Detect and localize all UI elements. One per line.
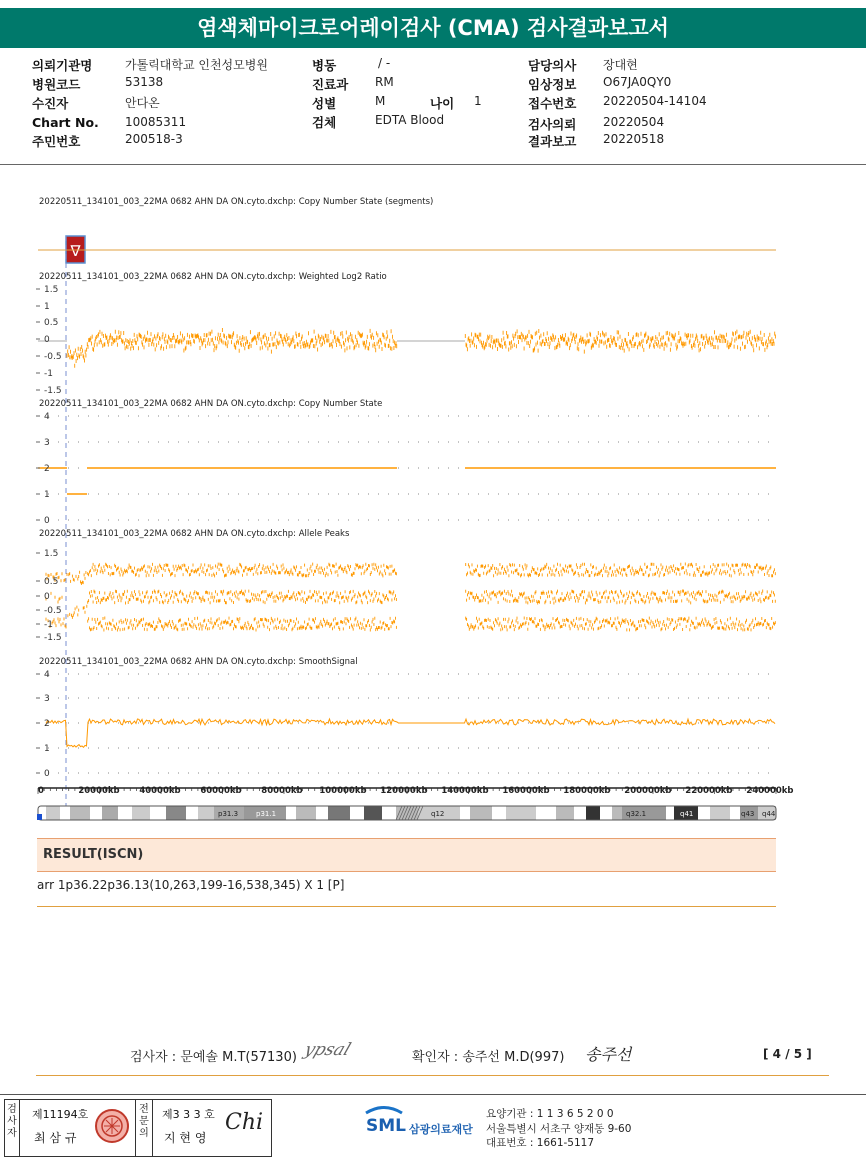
y-tick-label: -0.5 — [44, 352, 62, 362]
info-value: O67JA0QY0 — [603, 75, 672, 89]
band-label: q41 — [680, 810, 694, 818]
info-value: M — [375, 94, 386, 108]
report-title: 염색체마이크로어레이검사 (CMA) 검사결과보고서 — [0, 8, 866, 48]
ideogram-band — [198, 806, 214, 820]
ideogram-band — [328, 806, 350, 820]
info-key: 병동 — [312, 58, 337, 73]
ideogram-band — [666, 806, 674, 820]
ideogram-band — [536, 806, 556, 820]
x-tick-label: 60000kb — [200, 786, 242, 796]
y-tick-label: 1 — [44, 490, 50, 500]
x-tick-label: 160000kb — [502, 786, 550, 796]
ideogram-band — [506, 806, 536, 820]
ideogram-marker — [37, 814, 42, 820]
y-tick-label: 0.5 — [44, 318, 59, 328]
info-key: 결과보고 — [528, 134, 577, 149]
info-key: 진료과 — [312, 77, 349, 92]
info-key: 성별 — [312, 96, 337, 111]
stamp-right-label: 의 — [139, 1128, 149, 1139]
allele-plot — [46, 563, 775, 632]
band-label: q32.1 — [626, 810, 647, 818]
x-tick-label: 0 — [38, 786, 44, 796]
page-number: [ 4 / 5 ] — [763, 1047, 812, 1061]
band-label: p31.1 — [256, 810, 277, 818]
x-tick-label: 240000kb — [746, 786, 794, 796]
y-tick-label: 4 — [44, 670, 50, 680]
confirmer-signature: 송주선 — [585, 1045, 632, 1064]
info-value: 20220518 — [603, 132, 665, 146]
ideogram-band — [460, 806, 470, 820]
org-code: 요양기관 : 1 1 3 6 5 2 0 0 — [486, 1108, 614, 1120]
stamp-left-name: 최 삼 규 — [34, 1131, 77, 1145]
ideogram-band — [710, 806, 730, 820]
stamp-divider — [19, 1099, 20, 1157]
x-tick-label: 120000kb — [380, 786, 428, 796]
stamp-left-label: 사 — [7, 1116, 17, 1127]
y-tick-label: 4 — [44, 412, 50, 422]
info-value: 20220504 — [603, 115, 665, 129]
info-key: 임상정보 — [528, 77, 577, 92]
x-tick-label: 80000kb — [261, 786, 303, 796]
y-tick-label: 0 — [44, 592, 50, 602]
confirmer-line: 확인자 : 송주선 M.D(997) — [412, 1050, 565, 1065]
segments-plot-label: 20220511_134101_003_22MA 0682 AHN DA ON.cyto.dxchp: Copy Number State (segments) — [39, 197, 434, 207]
y-tick-label: 1 — [44, 744, 50, 754]
ideogram-band — [132, 806, 150, 820]
info-value: EDTA Blood — [375, 113, 445, 127]
ideogram-band — [586, 806, 600, 820]
ideogram-band — [316, 806, 328, 820]
log2-plot-label: 20220511_134101_003_22MA 0682 AHN DA ON.cyto.dxchp: Weighted Log2 Ratio — [39, 272, 387, 282]
result-divider — [37, 906, 776, 907]
y-tick-label: 1.5 — [44, 549, 59, 559]
ideogram-band — [698, 806, 710, 820]
stamp-divider — [152, 1099, 153, 1157]
band-label: q12 — [431, 810, 445, 818]
stamp-left-label: 자 — [7, 1128, 17, 1139]
y-tick-label: 1 — [44, 302, 50, 312]
ideogram-band — [186, 806, 198, 820]
x-tick-label: 40000kb — [139, 786, 181, 796]
ideogram-band — [118, 806, 132, 820]
result-iscn: arr 1p36.22p36.13(10,263,199-16,538,345) X 1 [P] — [37, 878, 345, 892]
chromosome-ideogram — [37, 806, 776, 820]
y-tick-label: 0 — [44, 335, 50, 345]
y-tick-label: -0.5 — [44, 606, 62, 616]
stamp-right-number: 제3 3 3 호 — [162, 1108, 215, 1121]
org-address: 서울특별시 서초구 양재동 9-60 — [486, 1123, 632, 1135]
ideogram-band — [470, 806, 492, 820]
cn-plot — [38, 416, 776, 520]
x-tick-label: 220000kb — [685, 786, 733, 796]
info-value: / - — [378, 56, 391, 70]
info-key: 접수번호 — [528, 96, 577, 111]
axis-ticks — [36, 285, 62, 779]
info-key: 의뢰기관명 — [32, 58, 93, 73]
y-tick-label: 2 — [44, 464, 50, 474]
ideogram-band — [60, 806, 70, 820]
info-value: 가톨릭대학교 인천성모병원 — [125, 58, 268, 72]
ideogram-band — [296, 806, 316, 820]
band-label: p31.3 — [218, 810, 239, 818]
ideogram-band — [600, 806, 612, 820]
ideogram-band — [730, 806, 740, 820]
info-value: 장대현 — [603, 58, 638, 72]
ideogram-band — [166, 806, 186, 820]
y-tick-label: 2 — [44, 719, 50, 729]
ideogram-band — [46, 806, 60, 820]
log2-plot — [38, 328, 775, 368]
y-tick-label: 0 — [44, 516, 50, 526]
info-value: 1 — [474, 94, 482, 108]
x-tick-label: 180000kb — [563, 786, 611, 796]
info-key: 병원코드 — [32, 77, 81, 92]
x-tick-label: 200000kb — [624, 786, 672, 796]
info-value: RM — [375, 75, 394, 89]
stamp-left-number: 제11194호 — [32, 1108, 89, 1121]
ideogram-band — [90, 806, 102, 820]
ideogram-band — [102, 806, 118, 820]
smooth-signal — [46, 719, 775, 747]
allele-plot-label: 20220511_134101_003_22MA 0682 AHN DA ON.cyto.dxchp: Allele Peaks — [39, 529, 350, 539]
info-key: 담당의사 — [528, 58, 577, 73]
info-value: 20220504-14104 — [603, 94, 707, 108]
ideogram-band — [286, 806, 296, 820]
ideogram-band — [70, 806, 90, 820]
result-heading: RESULT(ISCN) — [43, 847, 144, 862]
stamp-right-name: 지 현 영 — [164, 1131, 207, 1145]
result-header — [37, 838, 776, 872]
y-tick-label: 1.5 — [44, 285, 59, 295]
ideogram-band — [150, 806, 166, 820]
y-tick-label: 0 — [44, 769, 50, 779]
ideogram-band — [350, 806, 364, 820]
info-key: 주민번호 — [32, 134, 81, 149]
smooth-plot — [46, 674, 776, 773]
ideogram-band — [612, 806, 622, 820]
cn-plot-label: 20220511_134101_003_22MA 0682 AHN DA ON.cyto.dxchp: Copy Number State — [39, 399, 383, 409]
info-value: 10085311 — [125, 115, 187, 129]
band-label: q44 — [762, 810, 776, 818]
y-tick-label: -1 — [44, 620, 53, 630]
allele-signal — [46, 563, 775, 632]
stamp-divider — [135, 1099, 136, 1157]
info-value: 안다온 — [125, 96, 160, 110]
stamp-right-label: 문 — [139, 1116, 149, 1127]
info-value: 200518-3 — [125, 132, 183, 146]
info-key: 검체 — [312, 115, 337, 130]
org-name: 삼광의료재단 — [409, 1123, 473, 1136]
info-value: 53138 — [125, 75, 164, 89]
ideogram-band — [556, 806, 574, 820]
smooth-plot-label: 20220511_134101_003_22MA 0682 AHN DA ON.cyto.dxchp: SmoothSignal — [39, 657, 358, 667]
x-tick-label: 100000kb — [319, 786, 367, 796]
org-phone: 대표번호 : 1661-5117 — [486, 1137, 595, 1149]
y-tick-label: 0.5 — [44, 577, 59, 587]
tester-signature: ypsal — [301, 1040, 354, 1060]
y-tick-label: -1.5 — [44, 386, 62, 396]
stamp-right-label: 전 — [139, 1104, 149, 1115]
x-axis — [38, 786, 794, 796]
info-key: 나이 — [430, 96, 455, 111]
info-key: 검사의뢰 — [528, 117, 577, 132]
x-tick-label: 20000kb — [78, 786, 120, 796]
y-tick-label: -1 — [44, 369, 53, 379]
segment-marker: ∇ — [70, 242, 81, 260]
y-tick-label: 3 — [44, 438, 50, 448]
tester-line: 검사자 : 문예솔 M.T(57130) — [130, 1050, 297, 1065]
log2-signal — [67, 328, 775, 368]
sml-logo-text: SML — [366, 1116, 406, 1136]
ideogram-band — [574, 806, 586, 820]
y-tick-label: -1.5 — [44, 633, 62, 643]
y-tick-label: 3 — [44, 694, 50, 704]
seal-icon — [94, 1108, 130, 1144]
stamp-left-label: 검 — [7, 1104, 17, 1115]
info-key: 수진자 — [32, 96, 69, 111]
signature-divider — [36, 1075, 829, 1076]
ideogram-band — [364, 806, 382, 820]
ideogram-band — [492, 806, 506, 820]
ideogram-band — [382, 806, 396, 820]
x-tick-label: 140000kb — [441, 786, 489, 796]
info-key: Chart No. — [32, 115, 99, 130]
band-label: q43 — [741, 810, 755, 818]
stamp-right-signature: Chi — [225, 1110, 264, 1135]
